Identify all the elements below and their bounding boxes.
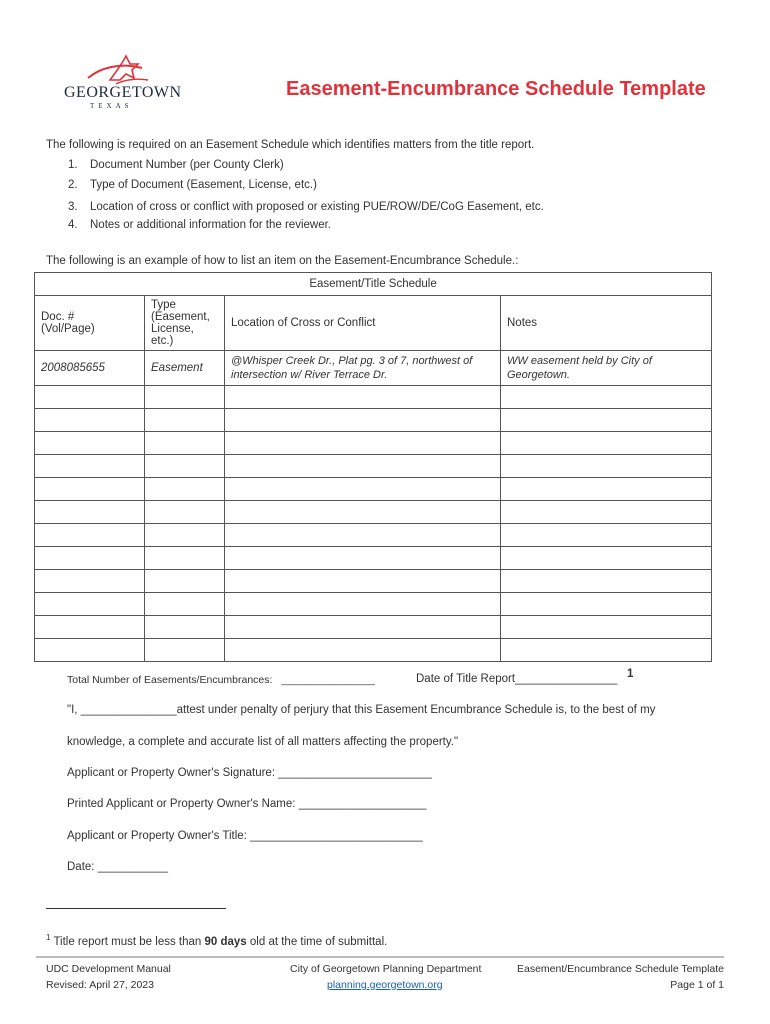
cell-location[interactable]: [225, 409, 501, 432]
example-notes-line1: WW easement held by City of: [507, 355, 652, 367]
cell-doc[interactable]: [35, 455, 145, 478]
list-item-2: [68, 179, 317, 191]
list-item-4: [68, 219, 331, 231]
cell-doc[interactable]: [35, 478, 145, 501]
cell-type[interactable]: [145, 593, 225, 616]
header-type-line3: License, etc.): [151, 323, 194, 347]
cell-location[interactable]: [225, 501, 501, 524]
example-notes: [501, 351, 712, 386]
table-row: [35, 639, 712, 662]
cell-location[interactable]: [225, 432, 501, 455]
list-text: Document Number (per County Clerk): [90, 159, 284, 171]
cell-location[interactable]: [225, 616, 501, 639]
total-easements-blank[interactable]: ________________: [281, 674, 375, 686]
footer-left-line2: Revised: April 27, 2023: [46, 979, 154, 991]
cell-notes[interactable]: [501, 455, 712, 478]
cell-type[interactable]: [145, 547, 225, 570]
cell-type[interactable]: [145, 501, 225, 524]
footnote-bold: 90 days: [204, 935, 247, 948]
cell-type[interactable]: [145, 432, 225, 455]
example-type: Easement: [145, 351, 225, 386]
cell-notes[interactable]: [501, 432, 712, 455]
signature-field[interactable]: Applicant or Property Owner's Signature: ________________________: [67, 767, 432, 779]
table-row: [35, 409, 712, 432]
footer-right-line1: Easement/Encumbrance Schedule Template: [516, 963, 724, 975]
example-row: [35, 351, 712, 386]
footnote-reference: 1: [627, 668, 634, 680]
cell-type[interactable]: [145, 639, 225, 662]
example-location-line1: @Whisper Creek Dr., Plat pg. 3 of 7, northwest of: [231, 355, 473, 367]
list-number: 4.: [68, 219, 78, 231]
table-caption: Easement/Title Schedule: [35, 273, 712, 296]
example-doc: 2008085655: [35, 351, 145, 386]
table-row: [35, 386, 712, 409]
footer-page-number: Page 1 of 1: [670, 979, 724, 991]
date-field[interactable]: Date: ___________: [67, 861, 169, 873]
footnote-mark: 1: [46, 933, 51, 942]
list-text: Notes or additional information for the reviewer.: [90, 219, 331, 231]
list-number: 2.: [68, 179, 78, 191]
cell-notes[interactable]: [501, 593, 712, 616]
cell-location[interactable]: [225, 524, 501, 547]
list-text: Location of cross or conflict with proposed or existing PUE/ROW/DE/CoG Easement, etc.: [90, 201, 544, 213]
cell-doc[interactable]: [35, 570, 145, 593]
cell-doc[interactable]: [35, 639, 145, 662]
header-location: Location of Cross or Conflict: [225, 296, 501, 351]
example-lead: The following is an example of how to list an item on the Easement-Encumbrance Schedule.:: [46, 255, 519, 267]
footnote-divider: [46, 908, 226, 909]
cell-type[interactable]: [145, 616, 225, 639]
footnote-text: [46, 933, 387, 948]
footnote-post: old at the time of submittal.: [246, 935, 388, 948]
list-number: 1.: [68, 159, 78, 171]
table-row: [35, 455, 712, 478]
cell-notes[interactable]: [501, 386, 712, 409]
example-location-line2: intersection w/ River Terrace Dr.: [231, 369, 388, 381]
table-row: [35, 478, 712, 501]
table-caption-row: [35, 273, 712, 296]
cell-location[interactable]: [225, 386, 501, 409]
table-row: [35, 524, 712, 547]
total-easements-field: [67, 674, 375, 686]
logo-subtitle: TEXAS: [90, 102, 133, 110]
example-notes-line2: Georgetown.: [507, 369, 570, 381]
cell-location[interactable]: [225, 570, 501, 593]
cell-doc[interactable]: [35, 409, 145, 432]
table-header-row: [35, 296, 712, 351]
cell-location[interactable]: [225, 593, 501, 616]
georgetown-logo: [60, 50, 182, 110]
cell-notes[interactable]: [501, 547, 712, 570]
table-row: [35, 593, 712, 616]
cell-doc[interactable]: [35, 524, 145, 547]
cell-doc[interactable]: [35, 616, 145, 639]
table-row: [35, 501, 712, 524]
cell-location[interactable]: [225, 547, 501, 570]
cell-notes[interactable]: [501, 524, 712, 547]
footer-divider: [36, 956, 724, 958]
cell-type[interactable]: [145, 455, 225, 478]
cell-doc[interactable]: [35, 547, 145, 570]
cell-type[interactable]: [145, 524, 225, 547]
cell-type[interactable]: [145, 478, 225, 501]
cell-type[interactable]: [145, 570, 225, 593]
footer-left-line1: UDC Development Manual: [46, 963, 171, 975]
cell-notes[interactable]: [501, 409, 712, 432]
cell-location[interactable]: [225, 478, 501, 501]
header-type: [145, 296, 225, 351]
example-location: [225, 351, 501, 386]
footer-center-line1: City of Georgetown Planning Department: [290, 963, 482, 975]
footnote-pre: Title report must be less than: [50, 935, 205, 948]
list-item-1: [68, 159, 284, 171]
header-doc-line1: Doc. #: [41, 311, 75, 323]
title-report-date-field[interactable]: Date of Title Report________________: [416, 673, 618, 685]
table-row: [35, 547, 712, 570]
list-text: Type of Document (Easement, License, etc.): [90, 179, 317, 191]
cell-doc[interactable]: [35, 386, 145, 409]
list-item-3: [68, 201, 544, 213]
cell-doc[interactable]: [35, 501, 145, 524]
header-type-line1: Type: [151, 299, 176, 311]
planning-website-link[interactable]: planning.georgetown.org: [327, 979, 443, 991]
cell-type[interactable]: [145, 409, 225, 432]
header-doc: [35, 296, 145, 351]
owner-title-field[interactable]: Applicant or Property Owner's Title: ___________________________: [67, 830, 423, 842]
table-row: [35, 570, 712, 593]
cell-location[interactable]: [225, 455, 501, 478]
cell-type[interactable]: [145, 386, 225, 409]
cell-doc[interactable]: [35, 593, 145, 616]
header-doc-line2: (Vol/Page): [41, 323, 95, 335]
intro-lead: The following is required on an Easement Schedule which identifies matters from the title report.: [46, 139, 535, 151]
header-type-line2: (Easement,: [151, 311, 210, 323]
logo-wordmark: GEORGETOWN: [64, 84, 182, 101]
cell-location[interactable]: [225, 639, 501, 662]
page-title: Easement-Encumbrance Schedule Template: [286, 78, 706, 100]
cell-notes[interactable]: [501, 616, 712, 639]
table-row: [35, 616, 712, 639]
cell-notes[interactable]: [501, 570, 712, 593]
table-row: [35, 432, 712, 455]
easement-schedule-table: [34, 272, 712, 662]
attestation-line2: knowledge, a complete and accurate list of all matters affecting the property.": [67, 736, 459, 748]
cell-notes[interactable]: [501, 501, 712, 524]
cell-notes[interactable]: [501, 478, 712, 501]
cell-doc[interactable]: [35, 432, 145, 455]
list-number: 3.: [68, 201, 78, 213]
attestation-line1[interactable]: "I, _______________attest under penalty of perjury that this Easement Encumbrance Schedule is, to the best of my: [67, 704, 656, 716]
printed-name-field[interactable]: Printed Applicant or Property Owner's Name: ____________________: [67, 798, 427, 810]
cell-notes[interactable]: [501, 639, 712, 662]
header-notes: Notes: [501, 296, 712, 351]
total-easements-label: Total Number of Easements/Encumbrances:: [67, 674, 273, 686]
